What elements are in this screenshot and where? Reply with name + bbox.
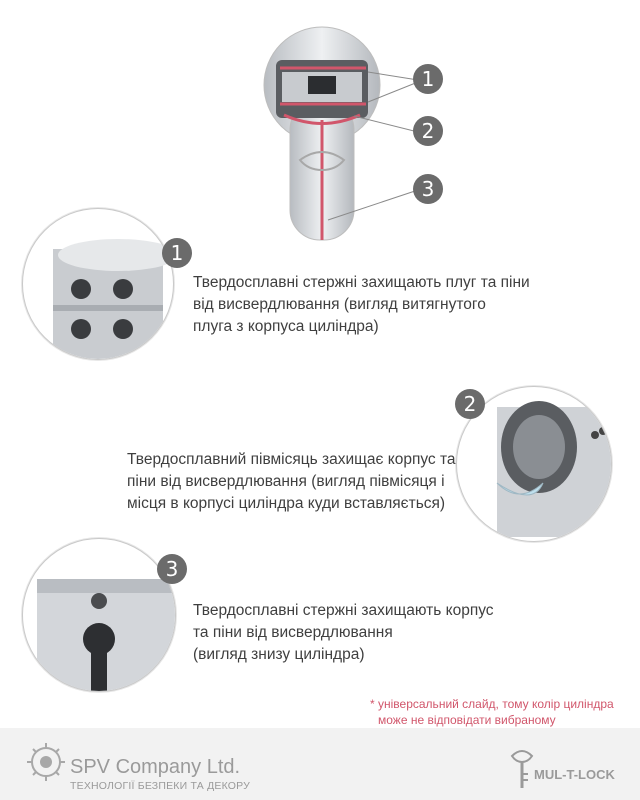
section-3-caption [193, 600, 494, 666]
plug-closeup-image [22, 208, 174, 360]
callout-badge-2: 2 [413, 116, 443, 146]
company-logo-icon [26, 742, 66, 786]
caption-line: від висвердлювання (вигляд витягнутого [193, 296, 486, 313]
caption-line: Твердосплавні стержні захищають плуг та піни [193, 274, 530, 291]
section-badge-3: 3 [157, 554, 187, 584]
caption-line: місця в корпусі циліндра куди вставляється) [127, 495, 446, 512]
section-1-caption [193, 272, 530, 338]
caption-line: Твердосплавні стержні захищають корпус [193, 602, 494, 619]
note-line: * універсальний слайд, тому колір циліндра [370, 697, 614, 711]
caption-line: плуга з корпуса циліндра) [193, 318, 379, 335]
callout-badge-3: 3 [413, 174, 443, 204]
company-name: SPV Company Ltd. [70, 756, 241, 778]
company-tagline: ТЕХНОЛОГІЇ БЕЗПЕКИ ТА ДЕКОРУ [70, 780, 250, 792]
caption-line: та піни від висвердлювання [193, 624, 393, 641]
disclaimer-note [370, 696, 614, 728]
bottom-view-closeup-image [22, 538, 176, 692]
note-line: може не відповідати вибраному [378, 713, 556, 727]
caption-line: Твердосплавний півмісяць захищає корпус та [127, 451, 456, 468]
caption-line: піни від висвердлювання (вигляд півмісяця і [127, 473, 445, 490]
caption-line: (вигляд знизу циліндра) [193, 646, 365, 663]
section-badge-2: 2 [455, 389, 485, 419]
callout-badge-1: 1 [413, 64, 443, 94]
brand-name: MUL-T-LOCK [534, 767, 615, 782]
section-badge-1: 1 [162, 238, 192, 268]
brand-logo-icon [508, 746, 536, 790]
section-2-caption [127, 449, 456, 515]
